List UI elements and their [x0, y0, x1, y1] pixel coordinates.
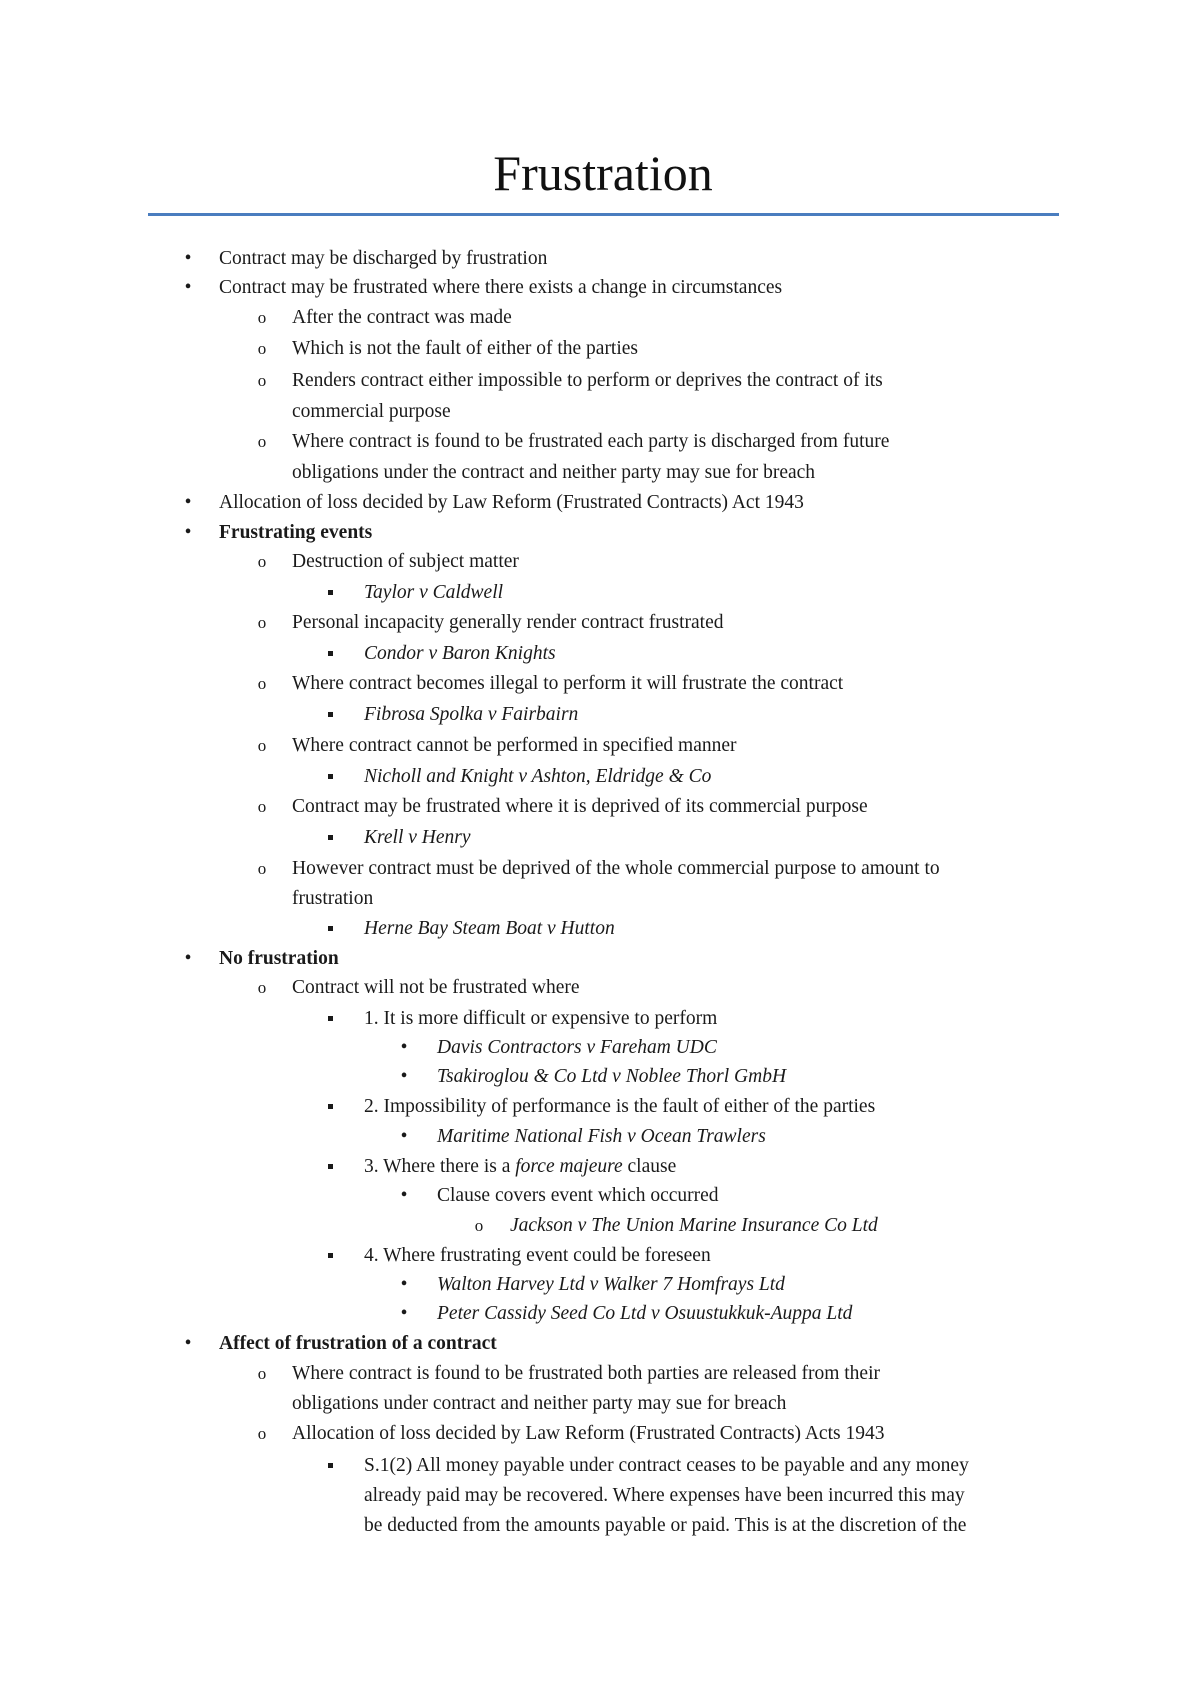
- sub-bullet-icon: [254, 306, 270, 330]
- title-underline: [148, 213, 1059, 216]
- bullet-text: Contract may be discharged by frustration: [219, 248, 548, 269]
- bullet-icon: [396, 1302, 412, 1326]
- bullet-icon: [180, 276, 196, 300]
- document-title: Frustration: [493, 145, 713, 201]
- case-name: Davis Contractors v Fareham UDC: [437, 1037, 717, 1058]
- sub-bullet-text: Contract may be frustrated where it is deprived of its commercial purpose: [292, 796, 868, 817]
- sub-bullet-text-continued: obligations under contract and neither party may sue for breach: [292, 1393, 787, 1414]
- numbered-point: 4. Where frustrating event could be foreseen: [364, 1245, 711, 1266]
- bullet-icon: [180, 491, 196, 515]
- case-name: Taylor v Caldwell: [364, 582, 504, 603]
- bullet-text: Allocation of loss decided by Law Reform (Frustrated Contracts) Act 1943: [219, 492, 804, 513]
- sub-bullet-icon: [254, 369, 270, 393]
- numbered-point: 1. It is more difficult or expensive to perform: [364, 1008, 718, 1029]
- bullet-icon: [396, 1125, 412, 1149]
- sub-point-text: Clause covers event which occurred: [437, 1185, 719, 1206]
- case-name: Fibrosa Spolka v Fairbairn: [364, 704, 579, 725]
- square-bullet-icon: [322, 826, 338, 850]
- case-name: Krell v Henry: [364, 827, 471, 848]
- sub-bullet-icon: [471, 1214, 487, 1238]
- square-bullet-icon: [322, 917, 338, 941]
- sub-bullet-text: Where contract becomes illegal to perform it will frustrate the contract: [292, 673, 844, 694]
- detail-text-continued: already paid may be recovered. Where expenses have been incurred this may: [364, 1485, 965, 1506]
- square-bullet-icon: [322, 703, 338, 727]
- bullet-icon: [180, 247, 196, 271]
- sub-bullet-icon: [254, 430, 270, 454]
- case-name: Jackson v The Union Marine Insurance Co Ltd: [510, 1215, 878, 1236]
- sub-bullet-text-continued: frustration: [292, 888, 374, 909]
- bullet-icon: [180, 521, 196, 545]
- numbered-point: 2. Impossibility of performance is the fault of either of the parties: [364, 1096, 876, 1117]
- sub-bullet-text-continued: commercial purpose: [292, 401, 451, 422]
- bullet-icon: [396, 1065, 412, 1089]
- sub-bullet-icon: [254, 1362, 270, 1386]
- numbered-point-text: clause: [622, 1156, 677, 1177]
- square-bullet-icon: [322, 1454, 338, 1478]
- case-name: Herne Bay Steam Boat v Hutton: [364, 918, 615, 939]
- sub-bullet-text: Which is not the fault of either of the parties: [292, 338, 639, 359]
- case-name: Walton Harvey Ltd v Walker 7 Homfrays Ltd: [437, 1274, 785, 1295]
- square-bullet-icon: [322, 1007, 338, 1031]
- section-heading-effect: Affect of frustration of a contract: [219, 1333, 497, 1354]
- sub-bullet-text: However contract must be deprived of the whole commercial purpose to amount to: [292, 858, 940, 879]
- bullet-icon: [180, 1332, 196, 1356]
- case-name: Maritime National Fish v Ocean Trawlers: [437, 1126, 766, 1147]
- square-bullet-icon: [322, 765, 338, 789]
- sub-bullet-icon: [254, 857, 270, 881]
- square-bullet-icon: [322, 1244, 338, 1268]
- sub-bullet-text: Where contract is found to be frustrated each party is discharged from future: [292, 431, 890, 452]
- sub-bullet-text: Contract will not be frustrated where: [292, 977, 580, 998]
- square-bullet-icon: [322, 581, 338, 605]
- section-heading-no-frustration: No frustration: [219, 948, 339, 969]
- detail-text-continued: be deducted from the amounts payable or paid. This is at the discretion of the: [364, 1515, 967, 1536]
- sub-bullet-text: Destruction of subject matter: [292, 551, 519, 572]
- bullet-icon: [396, 1036, 412, 1060]
- bullet-icon: [396, 1184, 412, 1208]
- sub-bullet-icon: [254, 337, 270, 361]
- sub-bullet-text: Renders contract either impossible to perform or deprives the contract of its: [292, 370, 883, 391]
- section-heading-frustrating-events: Frustrating events: [219, 522, 373, 543]
- sub-bullet-text: Allocation of loss decided by Law Reform (Frustrated Contracts) Acts 1943: [292, 1423, 885, 1444]
- square-bullet-icon: [322, 1095, 338, 1119]
- sub-bullet-text: Where contract is found to be frustrated both parties are released from their: [292, 1363, 880, 1384]
- sub-bullet-text: Personal incapacity generally render contract frustrated: [292, 612, 724, 633]
- sub-bullet-text-continued: obligations under the contract and neither party may sue for breach: [292, 462, 816, 483]
- sub-bullet-icon: [254, 611, 270, 635]
- sub-bullet-icon: [254, 976, 270, 1000]
- case-name: Condor v Baron Knights: [364, 643, 556, 664]
- case-name: Peter Cassidy Seed Co Ltd v Osuustukkuk-Auppa Ltd: [437, 1303, 853, 1324]
- numbered-point-text: 3. Where there is a: [364, 1156, 516, 1177]
- bullet-icon: [396, 1273, 412, 1297]
- sub-bullet-icon: [254, 550, 270, 574]
- sub-bullet-icon: [254, 1422, 270, 1446]
- bullet-icon: [180, 947, 196, 971]
- numbered-point: [364, 1155, 676, 1179]
- sub-bullet-icon: [254, 734, 270, 758]
- case-name: Nicholl and Knight v Ashton, Eldridge & Co: [364, 766, 712, 787]
- bullet-text: Contract may be frustrated where there exists a change in circumstances: [219, 277, 783, 298]
- case-name: Tsakiroglou & Co Ltd v Noblee Thorl GmbH: [437, 1066, 787, 1087]
- square-bullet-icon: [322, 642, 338, 666]
- sub-bullet-icon: [254, 795, 270, 819]
- sub-bullet-text: Where contract cannot be performed in specified manner: [292, 735, 737, 756]
- square-bullet-icon: [322, 1155, 338, 1179]
- force-majeure-term: force majeure: [515, 1156, 623, 1177]
- sub-bullet-icon: [254, 672, 270, 696]
- detail-text: S.1(2) All money payable under contract ceases to be payable and any money: [364, 1455, 969, 1476]
- sub-bullet-text: After the contract was made: [292, 307, 512, 328]
